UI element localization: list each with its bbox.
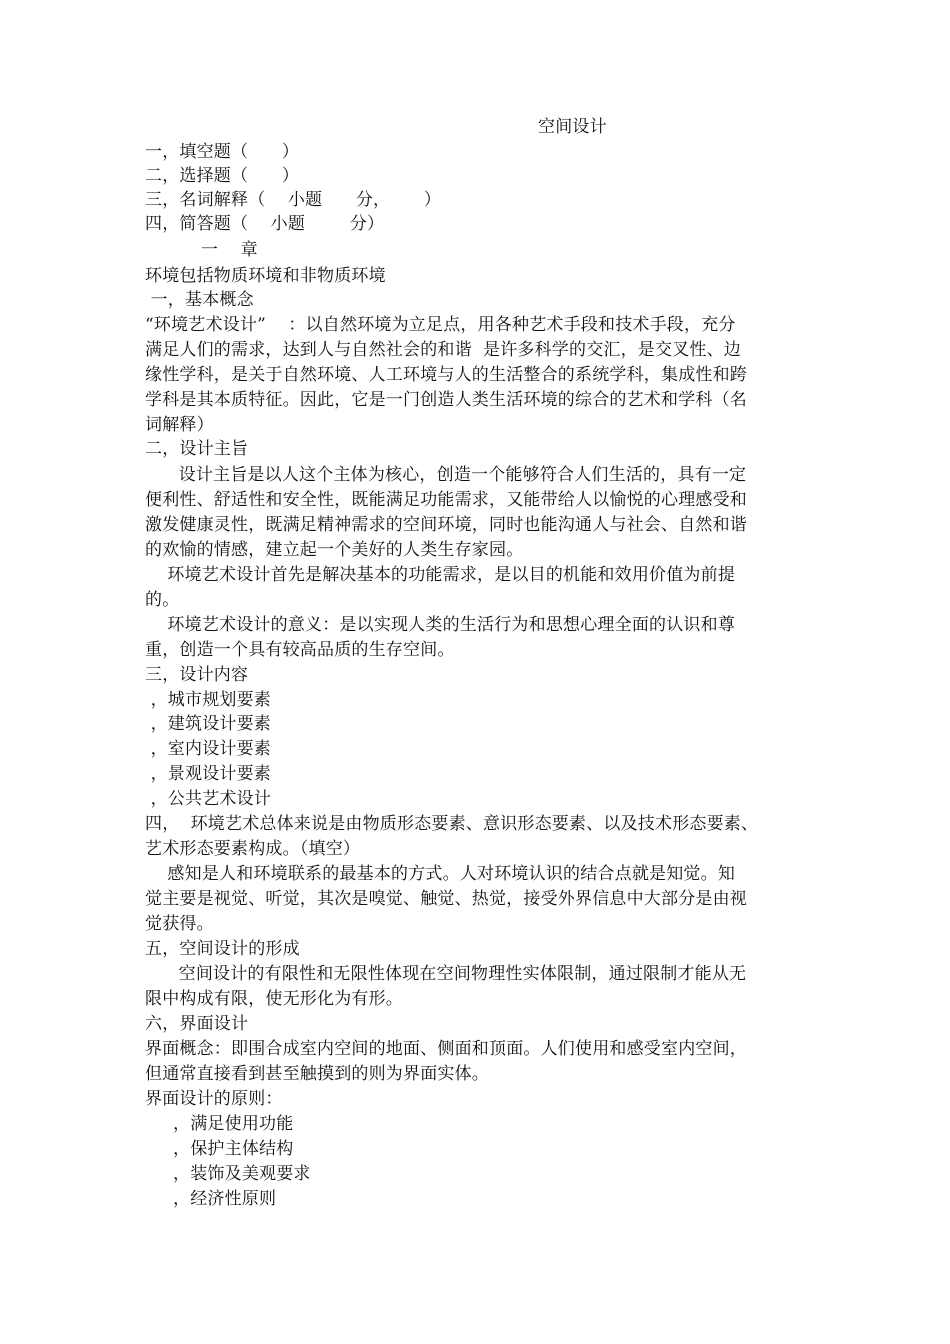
text-line: ，城市规划要素 bbox=[145, 690, 272, 710]
text-line: 界面概念：即围合成室内空间的地面、侧面和顶面。人们使用和感受室内空间， bbox=[145, 1039, 747, 1059]
text-line: 三，名词解释（ 小题 分， ） bbox=[145, 190, 442, 210]
text-line: 四，简答题（ 小题 分） bbox=[145, 214, 385, 234]
text-line: 的欢愉的情感，建立起一个美好的人类生存家园。 bbox=[145, 540, 524, 560]
text-line: ，装饰及美观要求 bbox=[145, 1164, 311, 1184]
text-line: 二，设计主旨 bbox=[145, 439, 249, 459]
text-line: 四， 环境艺术总体来说是由物质形态要素、意识形态要素、以及技术形态要素、 bbox=[145, 814, 759, 834]
text-line: 三，设计内容 bbox=[145, 665, 249, 685]
text-line: ，经济性原则 bbox=[145, 1189, 277, 1209]
text-line: ，建筑设计要素 bbox=[145, 714, 272, 734]
text-line: 空间设计的有限性和无限性体现在空间物理性实体限制，通过限制才能从无 bbox=[145, 964, 747, 984]
text-line: 便利性、舒适性和安全性，既能满足功能需求，又能带给人以愉悦的心理感受和 bbox=[145, 490, 747, 510]
text-line: 界面设计的原则： bbox=[145, 1089, 283, 1109]
text-line: 限中构成有限，使无形化为有形。 bbox=[145, 989, 403, 1009]
text-line: 但通常直接看到甚至触摸到的则为界面实体。 bbox=[145, 1064, 489, 1084]
text-line: 环境艺术设计首先是解决基本的功能需求，是以目的机能和效用价值为前提 bbox=[145, 565, 736, 585]
text-line: 满足人们的需求，达到人与自然社会的和谐 是许多科学的交汇，是交叉性、边 bbox=[145, 340, 742, 360]
text-line: 环境包括物质环境和非物质环境 bbox=[145, 266, 386, 286]
text-line: 艺术形态要素构成。（填空） bbox=[145, 839, 361, 859]
text-line: 六，界面设计 bbox=[145, 1014, 249, 1034]
text-line: 重，创造一个具有较高品质的生存空间。 bbox=[145, 640, 455, 660]
text-line: ，公共艺术设计 bbox=[145, 789, 272, 809]
text-line: 环境艺术设计的意义：是以实现人类的生活行为和思想心理全面的认识和尊 bbox=[145, 615, 736, 635]
text-line: 五，空间设计的形成 bbox=[145, 939, 300, 959]
page-title: 空间设计 bbox=[538, 117, 607, 137]
text-line: ，保护主体结构 bbox=[145, 1139, 294, 1159]
text-line: ，室内设计要素 bbox=[145, 739, 272, 759]
text-line: 一，填空题（ ） bbox=[145, 142, 300, 162]
text-line: 词解释） bbox=[145, 415, 214, 435]
text-line: ，景观设计要素 bbox=[145, 764, 272, 784]
text-line: 设计主旨是以人这个主体为核心，创造一个能够符合人们生活的，具有一定 bbox=[145, 465, 747, 485]
text-line: 二，选择题（ ） bbox=[145, 166, 300, 186]
text-line: 一，基本概念 bbox=[145, 290, 254, 310]
text-line: 觉获得。 bbox=[145, 914, 214, 934]
text-line: 觉主要是视觉、听觉，其次是嗅觉、触觉、热觉，接受外界信息中大部分是由视 bbox=[145, 889, 747, 909]
text-line: 缘性学科，是关于自然环境、人工环境与人的生活整合的系统学科，集成性和跨 bbox=[145, 365, 747, 385]
text-line: 激发健康灵性，既满足精神需求的空间环境，同时也能沟通人与社会、自然和谐 bbox=[145, 515, 747, 535]
text-line: 的。 bbox=[145, 590, 180, 610]
text-line: “环境艺术设计” ：以自然环境为立足点，用各种艺术手段和技术手段，充分 bbox=[145, 315, 736, 335]
text-line: 学科是其本质特征。因此，它是一门创造人类生活环境的综合的艺术和学科（名 bbox=[145, 390, 747, 410]
text-line: ，满足使用功能 bbox=[145, 1114, 294, 1134]
text-line: 感知是人和环境联系的最基本的方式。人对环境认识的结合点就是知觉。知 bbox=[145, 864, 736, 884]
text-line: 一 章 bbox=[145, 240, 258, 260]
